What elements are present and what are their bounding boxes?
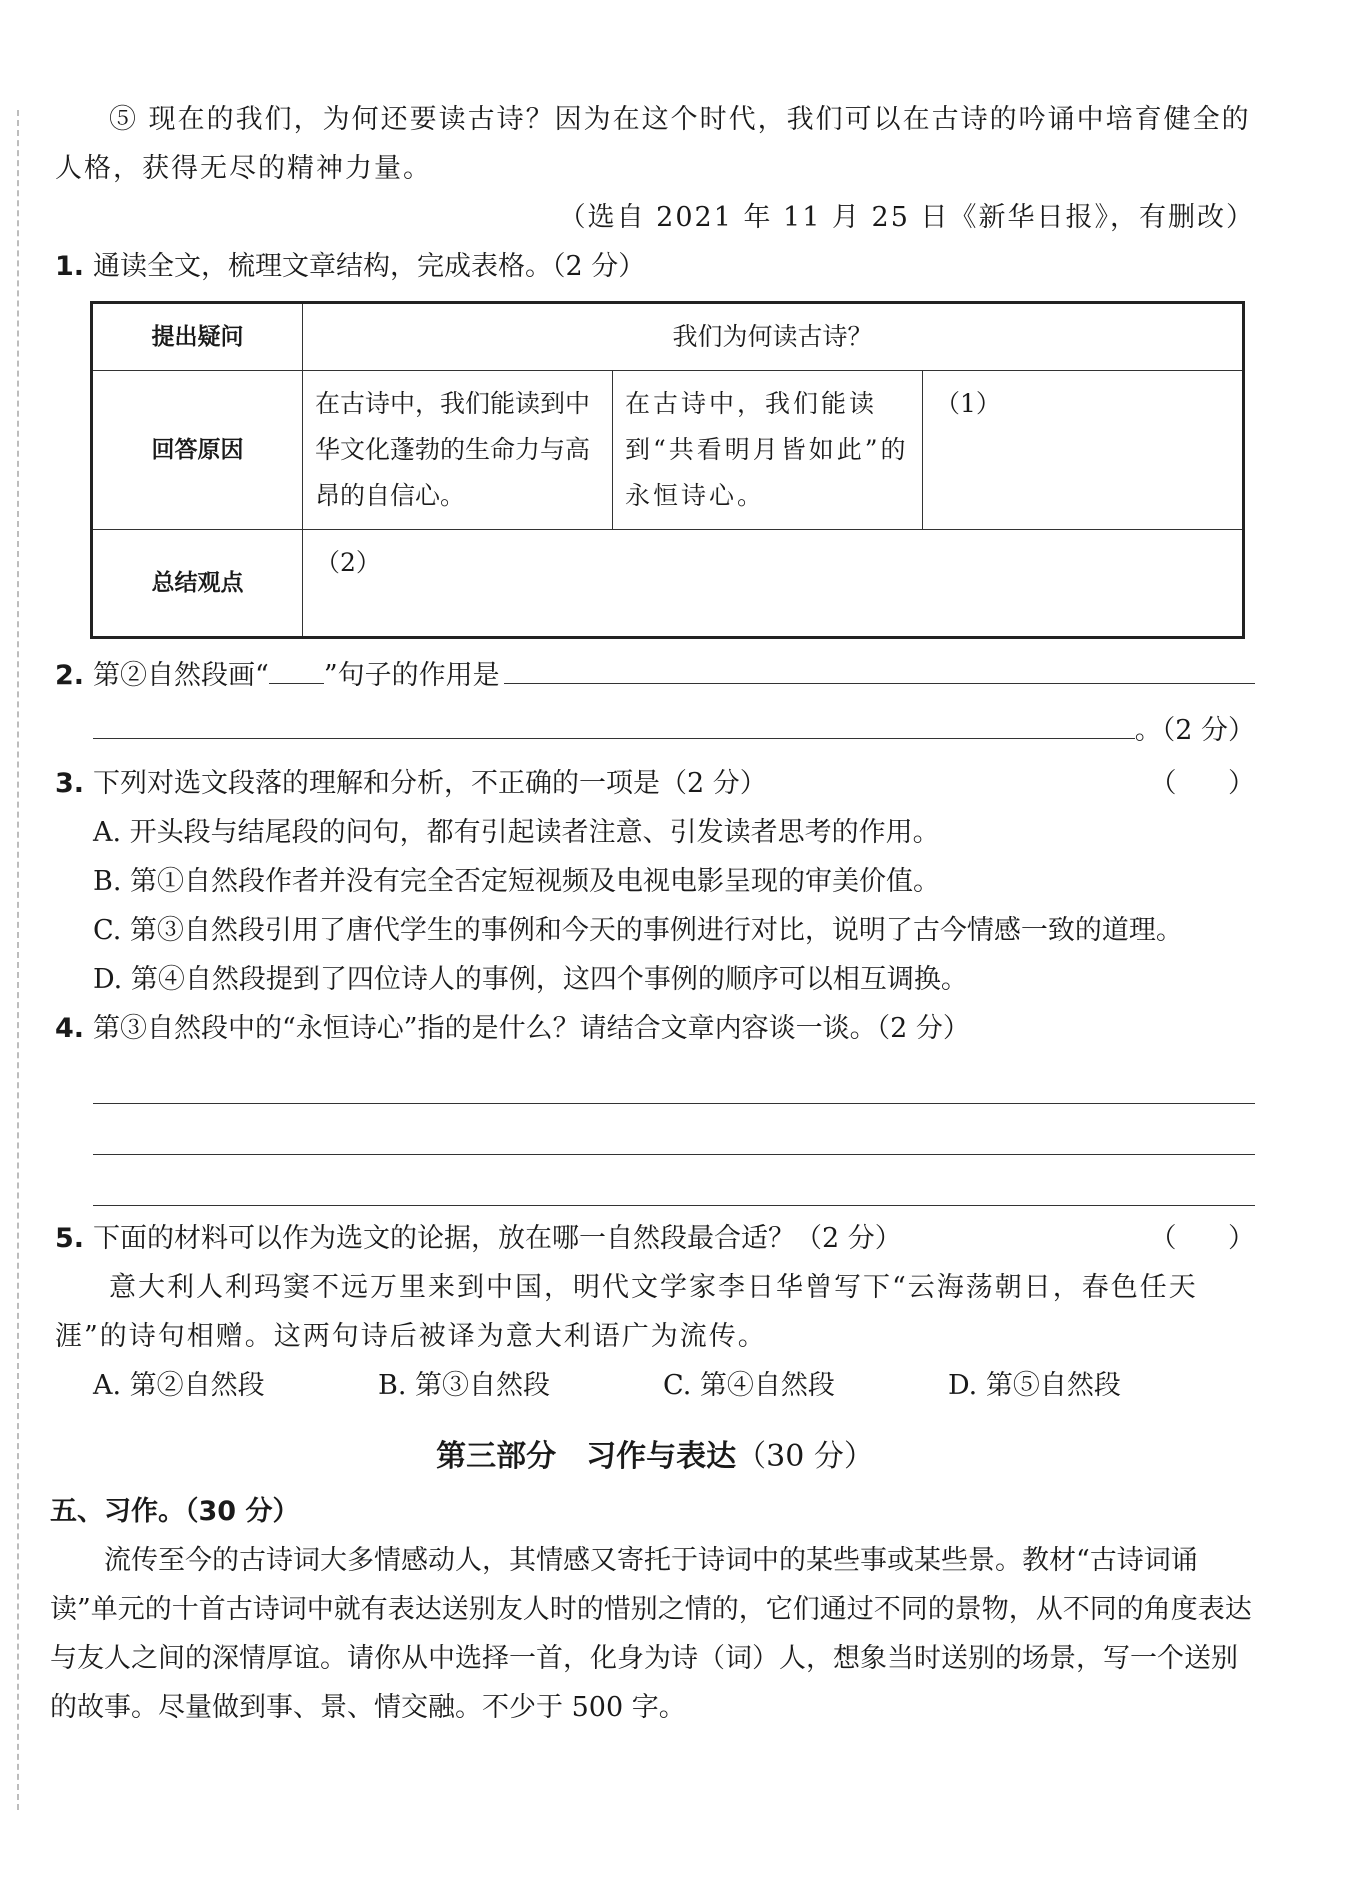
question-3-option-a: A. 开头段与结尾段的问句，都有引起读者注意、引发读者思考的作用。 (93, 817, 940, 848)
section-5-label: 五、习作。（30 分） (50, 1496, 300, 1527)
question-2 (55, 651, 1255, 700)
question-3-option-d: D. 第④自然段提到了四位诗人的事例，这四个事例的顺序可以相互调换。 (93, 964, 968, 995)
question-5-option-a: A. 第②自然段 (93, 1370, 265, 1401)
question-5-option-c: C. 第④自然段 (663, 1370, 835, 1401)
passage-source: （选自 2021 年 11 月 25 日《新华日报》，有删改） (558, 202, 1255, 233)
answer-line-2b[interactable] (93, 708, 1135, 739)
answer-paren-5[interactable]: （ ） (1149, 1223, 1255, 1254)
answer-line-4a[interactable] (93, 1053, 1255, 1104)
question-1-text: 通读全文，梳理文章结构，完成表格。（2 分） (93, 251, 646, 282)
section-5-prompt: 流传至今的古诗词大多情感动人，其情感又寄托于诗词中的某些事或某些景。教材“古诗词诵读”单元的十首古诗词中就有表达送别友人时的惜别之情的，它们通过不同的景物，从不同的角度表达与友人之间的深情厚谊。请你从中选择一首，化身为诗（词）人，想象当时送别的场景，写一个送别的故事。尽量做到事、景、情交融。不少于 500 字。 (50, 1545, 1252, 1723)
passage-paragraph-5: ⑤ 现在的我们，为何还要读古诗？因为在这个时代，我们可以在古诗的吟诵中培育健全的人格，获得无尽的精神力量。 (55, 104, 1251, 184)
part-3-title-text: 第三部分 习作与表达 (436, 1439, 737, 1474)
question-5-option-b: B. 第③自然段 (378, 1370, 551, 1401)
question-5-options (55, 1361, 1255, 1410)
question-4-number: 4. (55, 1013, 85, 1044)
question-5-number: 5. (55, 1223, 85, 1254)
question-3-text: 下列对选文段落的理解和分析，不正确的一项是（2 分） (93, 768, 767, 799)
answer-paren-3[interactable]: （ ） (1149, 768, 1255, 799)
structure-table (90, 301, 1245, 639)
part-3-title (55, 1432, 1255, 1481)
question-5-option-d: D. 第⑤自然段 (948, 1370, 1121, 1401)
table-cell-conclusion-blank-2[interactable]: （2） (303, 530, 1244, 638)
question-2-line-row (55, 706, 1255, 755)
question-4-answer-area (55, 1053, 1255, 1206)
question-5-text: 下面的材料可以作为选文的论据，放在哪一自然段最合适？（2 分） (93, 1223, 902, 1254)
table-head-question: 提出疑问 (92, 303, 303, 371)
question-2-text-before: 第②自然段画“ (93, 660, 269, 691)
table-head-reasons: 回答原因 (92, 371, 303, 530)
answer-line-4b[interactable] (93, 1104, 1255, 1155)
question-1 (55, 242, 1255, 291)
question-3-option-c: C. 第③自然段引用了唐代学生的事例和今天的事例进行对比，说明了古今情感一致的道理。 (93, 915, 1183, 946)
table-cell-reason-b: 在古诗中，我们能读到“共看明月皆如此”的永恒诗心。 (613, 371, 923, 530)
part-3-score: （30 分） (736, 1439, 874, 1474)
table-head-conclusion: 总结观点 (92, 530, 303, 638)
question-4-text: 第③自然段中的“永恒诗心”指的是什么？请结合文章内容谈一谈。（2 分） (93, 1013, 970, 1044)
question-5 (55, 1214, 1255, 1263)
question-1-number: 1. (55, 251, 85, 282)
binding-margin-line (17, 110, 19, 1810)
underline-sample (269, 663, 324, 684)
exam-page (50, 95, 1255, 1732)
question-3 (55, 759, 1255, 808)
table-cell-reason-a: 在古诗中，我们能读到中华文化蓬勃的生命力与高昂的自信心。 (303, 371, 613, 530)
table-cell-question: 我们为何读古诗？ (303, 303, 1244, 371)
answer-line-2a[interactable] (504, 653, 1255, 684)
question-2-text-after: ”句子的作用是 (323, 660, 500, 691)
question-2-ending: 。（2 分） (1134, 715, 1255, 746)
question-4 (55, 1004, 1255, 1053)
question-2-number: 2. (55, 660, 85, 691)
table-cell-reason-blank-1[interactable]: （1） (923, 371, 1244, 530)
question-5-material: 意大利人利玛窦不远万里来到中国，明代文学家李日华曾写下“云海荡朝日，春色任天涯”的诗句相赠。这两句诗后被译为意大利语广为流传。 (55, 1272, 1198, 1352)
question-3-number: 3. (55, 768, 85, 799)
question-3-option-b: B. 第①自然段作者并没有完全否定短视频及电视电影呈现的审美价值。 (93, 866, 941, 897)
answer-line-4c[interactable] (93, 1155, 1255, 1206)
